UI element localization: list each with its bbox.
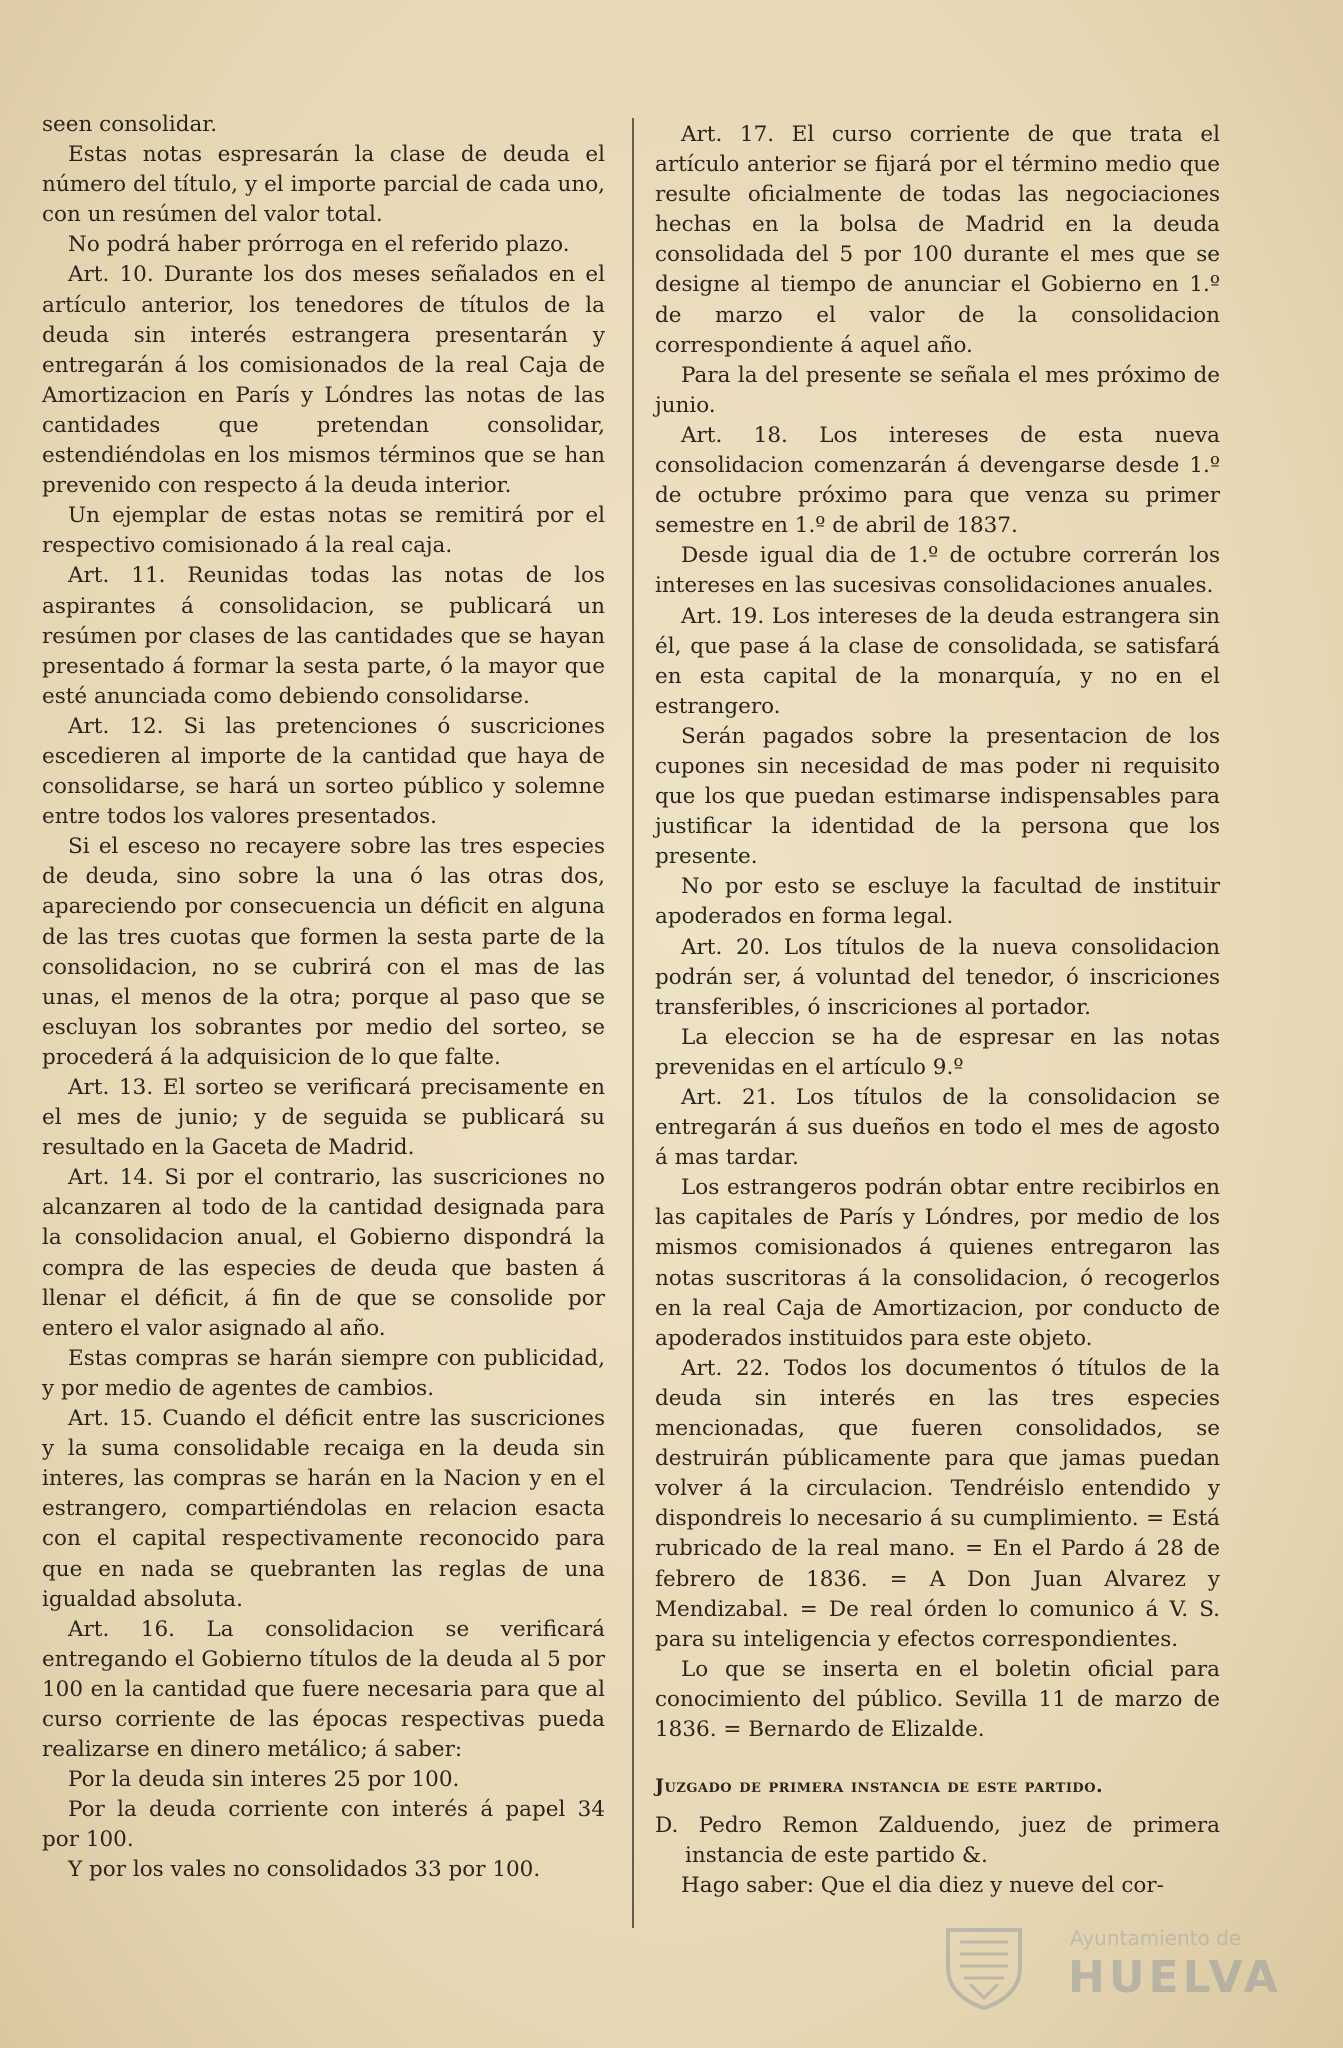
right-paragraph-8: La eleccion se ha de espresar en las notas prevenidas en el artículo 9.º: [655, 1024, 1220, 1080]
left-paragraph-2: No podrá haber prórroga en el referido plazo.: [68, 232, 570, 258]
watermark: [930, 1920, 1282, 2010]
right-paragraph-5: Serán pagados sobre la presentacion de los cupones sin necesidad de mas poder ni requisito que los que puedan estimarse indispensables para justificar la identidad de la persona que los presente.: [655, 723, 1220, 870]
left-paragraph-6: Art. 12. Si las pretenciones ó suscriciones escedieren al importe de la cantidad que haya de consolidarse, se hará un sorteo público y solemne entre todos los valores presentados.: [42, 713, 605, 830]
right-paragraph-1: Para la del presente se señala el mes próximo de junio.: [655, 362, 1220, 418]
left-paragraph-12: Art. 16. La consolidacion se verificará entregando el Gobierno títulos de la deuda al 5 por 100 en la cantidad que fuere necesaria para que al curso corriente de las épocas respectivas pueda realizarse en dinero metálico; á saber:: [42, 1616, 605, 1763]
left-paragraph-13: Por la deuda sin interes 25 por 100.: [68, 1767, 460, 1793]
watermark-line2: HUELVA: [1068, 1952, 1282, 2003]
left-column: [42, 110, 605, 1886]
left-paragraph-8: Art. 13. El sorteo se verificará precisamente en el mes de junio; y de seguida se publicará su resultado en la Gaceta de Madrid.: [42, 1075, 605, 1161]
notice-paragraph-1: Hago saber: Que el dia diez y nueve del cor-: [681, 1873, 1164, 1899]
right-paragraph-7: Art. 20. Los títulos de la nueva consolidacion podrán ser, á voluntad del tenedor, ó inscriciones transferibles, ó inscriciones al portador.: [655, 934, 1220, 1020]
section-heading: Juzgado de primera instancia de este partido.: [655, 1775, 1104, 1798]
right-paragraph-6: No por esto se escluye la facultad de instituir apoderados en forma legal.: [655, 874, 1220, 930]
right-paragraph-9: Art. 21. Los títulos de la consolidacion se entregarán á sus dueños en todo el mes de agosto á mas tardar.: [655, 1085, 1220, 1171]
shield-icon: [940, 1924, 1028, 2010]
right-paragraph-10: Los estrangeros podrán obtar entre recibirlos en las capitales de París y Lóndres, por medio de los mismos comisionados á quienes entregaron las notas suscritoras á la consolidacion, ó recogerlos en la real Caja de Amortizacion, por conducto de apoderados instituidos para este objeto.: [655, 1175, 1220, 1351]
left-paragraph-14: Por la deuda corriente con interés á papel 34 por 100.: [42, 1797, 605, 1853]
notice-paragraph-0: D. Pedro Remon Zalduendo, juez de primera instancia de este partido &.: [655, 1813, 1220, 1869]
column-divider: [632, 118, 634, 1928]
left-paragraph-11: Art. 15. Cuando el déficit entre las suscriciones y la suma consolidable recaiga en la deuda sin interes, las compras se harán en la Nacion y en el estrangero, compartiéndolas en relacion esacta con el capital respectivamente reconocido para que en nada se quebranten las reglas de una igualdad absoluta.: [42, 1406, 605, 1612]
left-paragraph-9: Art. 14. Si por el contrario, las suscriciones no alcanzaren al todo de la cantidad designada para la consolidacion anual, el Gobierno dispondrá la compra de las especies de deuda que basten á llenar el déficit, á fin de que se consolide por entero el valor asignado al año.: [42, 1165, 605, 1341]
right-paragraph-12: Lo que se inserta en el boletin oficial para conocimiento del público. Sevilla 11 de marzo de 1836. = Bernardo de Elizalde.: [655, 1656, 1220, 1742]
right-paragraph-4: Art. 19. Los intereses de la deuda estrangera sin él, que pase á la clase de consolidada, se satisfará en esta capital de la monarquía, y no en el estrangero.: [655, 603, 1220, 719]
right-paragraph-2: Art. 18. Los intereses de esta nueva consolidacion comenzarán á devengarse desde 1.º de octubre próximo para que venza su primer semestre en 1.º de abril de 1837.: [655, 422, 1220, 539]
left-paragraph-0: seen consolidar.: [42, 112, 218, 137]
right-paragraph-11: Art. 22. Todos los documentos ó títulos de la deuda sin interés en las tres especies mencionadas, que fueren consolidados, se destruirán públicamente para que jamas puedan volver á la circulacion. Tendréislo entendido y dispondreis lo necesario á su cumplimiento. = Está rubricado de la real mano. = En el Pardo á 28 de febrero de 1836. = A Don Juan Alvarez y Mendizabal. = De real órden lo comunico á V. S. para su inteligencia y efectos correspondientes.: [655, 1355, 1220, 1652]
watermark-line1: Ayuntamiento de: [1070, 1926, 1242, 1950]
bleed-through-text: [300, 62, 1200, 87]
right-column: [655, 120, 1220, 1901]
left-paragraph-7: Si el esceso no recayere sobre las tres especies de deuda, sino sobre la una ó las otras dos, apareciendo por consecuencia un déficit en alguna de las tres cuotas que formen la sesta parte de la consolidacion, no se cubrirá con el mas de las unas, el menos de la otra; porque al paso que se escluyan los sobrantes por medio del sorteo, se procederá á la adquisicion de lo que falte.: [42, 834, 605, 1070]
left-paragraph-5: Art. 11. Reunidas todas las notas de los aspirantes á consolidacion, se publicará un resúmen por clases de las cantidades que se hayan presentado á formar la sesta parte, ó la mayor que esté anunciada como debiendo consolidarse.: [42, 563, 605, 709]
left-paragraph-10: Estas compras se harán siempre con publicidad, y por medio de agentes de cambios.: [42, 1345, 605, 1401]
left-paragraph-4: Un ejemplar de estas notas se remitirá por el respectivo comisionado á la real caja.: [42, 503, 605, 559]
left-paragraph-15: Y por los vales no consolidados 33 por 100.: [68, 1857, 541, 1883]
right-paragraph-0: Art. 17. El curso corriente de que trata el artículo anterior se fijará por el término medio que resulte oficialmente de todas las negociaciones hechas en la bolsa de Madrid en la deuda consolidada del 5 por 100 durante el mes que se designe al tiempo de anunciar el Gobierno en 1.º de marzo el valor de la consolidacion correspondiente á aquel año.: [655, 122, 1220, 358]
left-paragraph-1: Estas notas espresarán la clase de deuda el número del título, y el importe parcial de cada uno, con un resúmen del valor total.: [42, 142, 605, 228]
left-paragraph-3: Art. 10. Durante los dos meses señalados en el artículo anterior, los tenedores de títulos de la deuda sin interés estrangera presentarán y entregarán á los comisionados de la real Caja de Amortizacion en París y Lóndres las notas de las cantidades que pretendan consolidar, estendiéndolas en los mismos términos que se han prevenido con respecto á la deuda interior.: [42, 262, 605, 499]
right-paragraph-3: Desde igual dia de 1.º de octubre correrán los intereses en las sucesivas consolidaciones anuales.: [655, 543, 1220, 599]
